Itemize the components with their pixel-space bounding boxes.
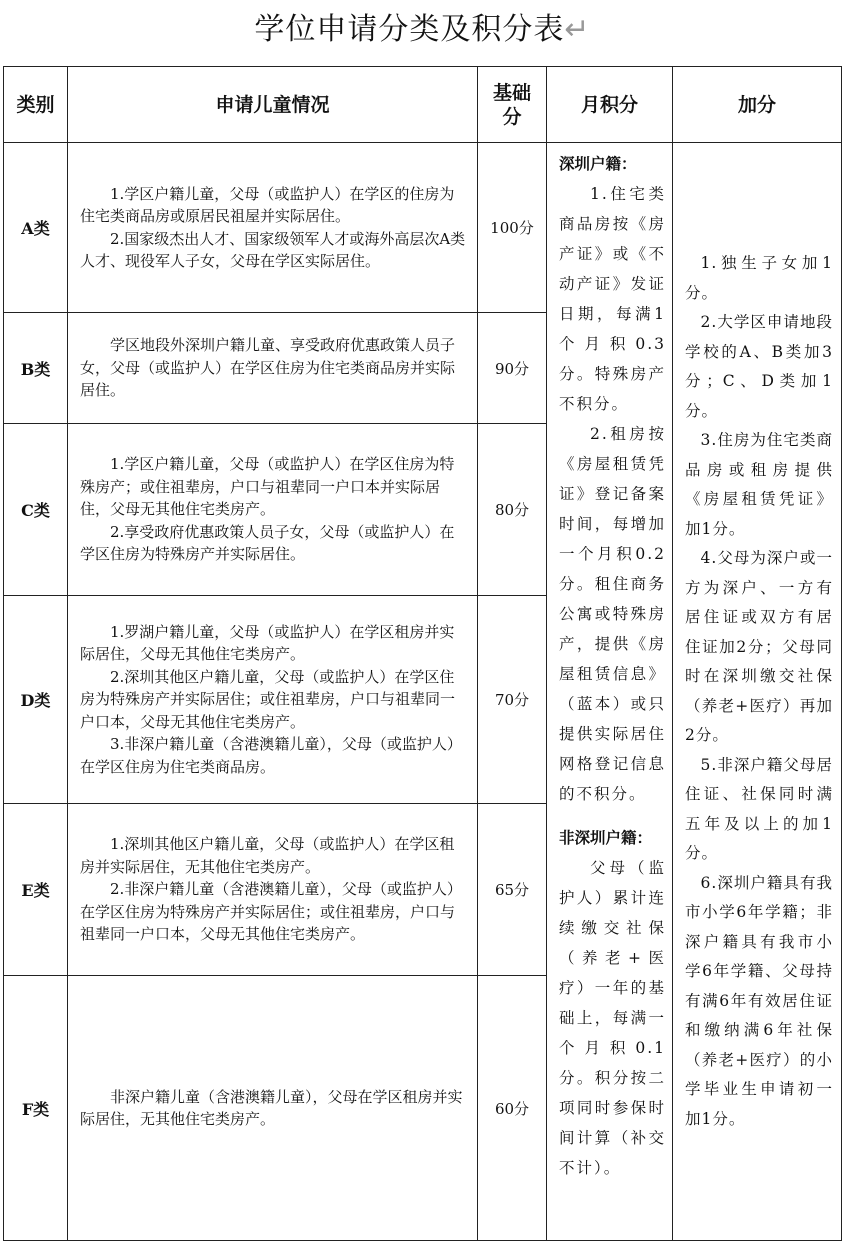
page-title [0,8,845,52]
situation-item: 1.学区户籍儿童，父母（或监护人）在学区的住房为住宅类商品房或原居民祖屋并实际居住。 [80,184,455,225]
situation-item: 学区地段外深圳户籍儿童、享受政府优惠政策人员子女，父母（或监护人）在学区住房为住宅类商品房并实际居住。 [80,336,456,400]
monthly-item: 2.租房按《房屋租赁凭证》登记备案时间，每增加一个月积0.2分。租住商务公寓或特殊房产，提供《房屋租赁信息》（蓝本）或只提供实际居住网格登记信息的不积分。 [559,425,666,803]
situation-item: 2.深圳其他区户籍儿童，父母（或监护人）在学区住房为特殊房产并实际居住；或住祖辈房，户口与祖辈同一户口本，父母无其他住宅类房产。 [80,667,456,731]
category-cell: C类 [4,424,68,596]
base-score-cell: 100分 [478,143,547,313]
spacer [559,809,666,823]
situation-cell [68,424,478,596]
bonus-points-cell [673,143,842,1241]
monthly-item: 1.住宅类商品房按《房产证》或《不动产证》发证日期，每满1个月积0.3分。特殊房产不积分。 [559,185,666,413]
base-score-cell: 80分 [478,424,547,596]
bonus-item: 2.大学区申请地段学校的A、B类加3分；C、D类加1分。 [685,313,833,420]
non-shenzhen-heading: 非深圳户籍： [559,828,653,847]
points-table [3,66,842,1241]
situation-item: 非深户籍儿童（含港澳籍儿童），父母在学区租房并实际居住，无其他住宅类房产。 [80,1087,463,1128]
table-row [4,143,842,313]
situation-cell [68,313,478,424]
category-cell: E类 [4,804,68,976]
bonus-item: 4.父母为深户或一方为深户、一方有居住证或双方有居住证加2分；父母同时在深圳缴交社保（养老+医疗）再加2分。 [685,549,833,744]
category-cell: D类 [4,596,68,804]
situation-cell [68,143,478,313]
base-score-cell: 65分 [478,804,547,976]
bonus-item: 6.深圳户籍具有我市小学6年学籍；非深户籍具有我市小学6年学籍、父母持有满6年有效居住证和缴纳满6年社保（养老+医疗）的小学毕业生申请初一加1分。 [685,873,833,1128]
bonus-item: 3.住房为住宅类商品房或租房提供《房屋租赁凭证》加1分。 [685,431,833,538]
header-base-text: 基础分 [492,81,531,128]
situation-cell [68,976,478,1241]
situation-item: 1.深圳其他区户籍儿童，父母（或监护人）在学区租房并实际居住，无其他住宅类房产。 [80,835,455,876]
base-score-cell: 70分 [478,596,547,804]
category-cell: A类 [4,143,68,313]
page-title-text: 学位申请分类及积分表 [254,12,565,47]
situation-item: 2.非深户籍儿童（含港澳籍儿童），父母（或监护人）在学区住房为特殊房产并实际居住；或住祖辈房，户口与祖辈同一户口本，父母无其他住宅类房产。 [80,880,462,944]
bonus-item: 1.独生子女加1分。 [685,254,833,302]
base-score-cell: 90分 [478,313,547,424]
monthly-item: 父母（监护人）累计连续缴交社保（养老+医疗）一年的基础上，每满一个月积0.1分。积分按二项同时参保时间计算（补交不计）。 [559,859,666,1177]
base-score-cell: 60分 [478,976,547,1241]
situation-item: 2.国家级杰出人才、国家级领军人才或海外高层次A类人才、现役军人子女，父母在学区实际居住。 [80,229,466,270]
situation-cell [68,596,478,804]
situation-item: 2.享受政府优惠政策人员子女，父母（或监护人）在学区住房为特殊房产并实际居住。 [80,522,455,564]
paragraph-mark-icon: ↵ [564,12,591,47]
bonus-item: 5.非深户籍父母居住证、社保同时满五年及以上的加1分。 [685,755,833,862]
header-category: 类别 [4,67,68,143]
header-situation: 申请儿童情况 [68,67,478,143]
header-base [478,67,547,143]
situation-item: 1.学区户籍儿童，父母（或监护人）在学区住房为特殊房产；或住祖辈房，户口与祖辈同一户口本并实际居住，父母无其他住宅类房产。 [80,455,455,519]
header-monthly: 月积分 [547,67,673,143]
situation-cell [68,804,478,976]
header-bonus: 加分 [673,67,842,143]
header-row [4,67,842,143]
shenzhen-heading: 深圳户籍： [559,154,637,173]
situation-item: 3.非深户籍儿童（含港澳籍儿童），父母（或监护人）在学区住房为住宅类商品房。 [80,735,462,776]
category-cell: F类 [4,976,68,1241]
situation-item: 1.罗湖户籍儿童，父母（或监护人）在学区租房并实际居住，父母无其他住宅类房产。 [80,622,455,664]
category-cell: B类 [4,313,68,424]
monthly-points-cell [547,143,673,1241]
